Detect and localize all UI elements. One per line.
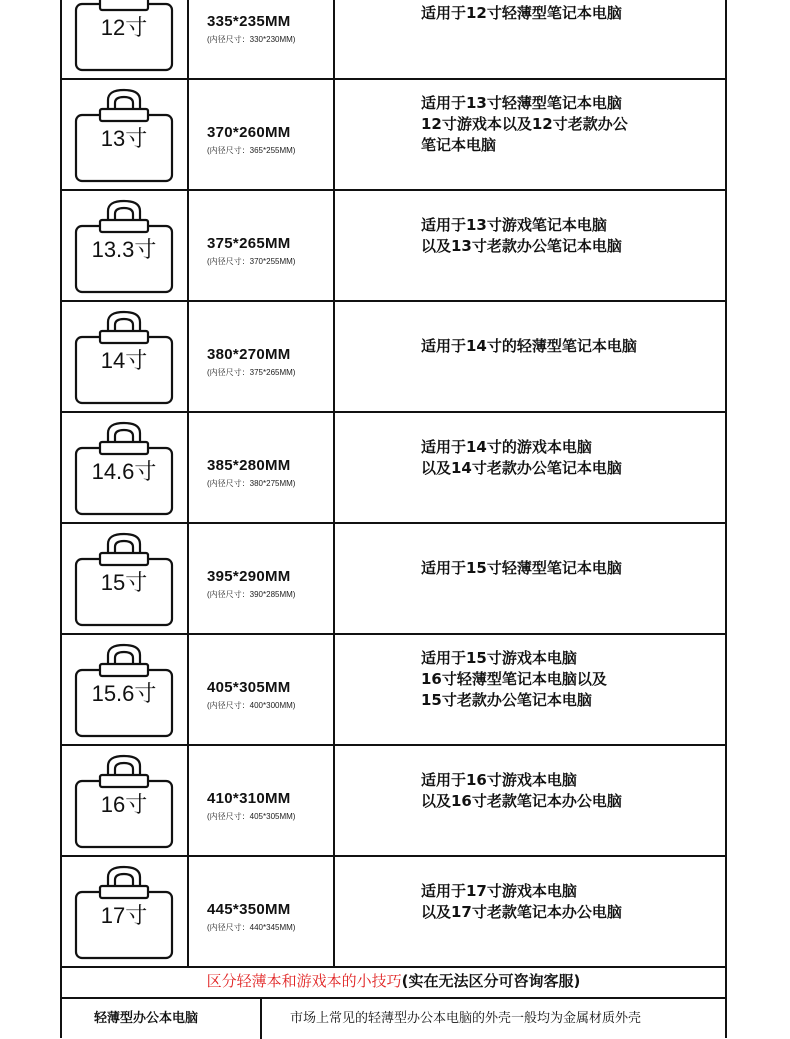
inner-dimension: (内径尺寸：405*305MM) xyxy=(207,812,296,821)
compatibility-cell xyxy=(335,413,725,522)
outer-dimension: 405*305MM xyxy=(207,679,291,696)
dimension-cell xyxy=(189,191,335,300)
inner-dimension: (内径尺寸：390*285MM) xyxy=(207,590,296,599)
table-row xyxy=(62,746,725,857)
bag-size-label: 17寸 xyxy=(100,903,148,928)
outer-dimension: 395*290MM xyxy=(207,568,291,585)
bottom-description: 市场上常见的轻薄型办公本电脑的外壳一般均为金属材质外壳 xyxy=(290,1011,642,1026)
outer-dimension: 385*280MM xyxy=(207,457,291,474)
dimension-cell xyxy=(189,524,335,633)
bag-size-cell xyxy=(62,302,189,411)
bag-size-cell xyxy=(62,857,189,966)
bag-illustration xyxy=(74,532,174,628)
bag-size-cell xyxy=(62,80,189,189)
outer-dimension: 335*235MM xyxy=(207,13,291,30)
inner-dimension: (内径尺寸：380*275MM) xyxy=(207,479,296,488)
bag-size-label: 16寸 xyxy=(100,792,148,817)
compatibility-line: 以及16寸老款笔记本办公电脑 xyxy=(421,792,622,810)
compatibility-line: 适用于14寸的游戏本电脑 xyxy=(421,438,592,456)
compatibility-line: 12寸游戏本以及12寸老款办公 xyxy=(421,115,628,133)
bag-size-cell xyxy=(62,524,189,633)
compatibility-line: 以及14寸老款办公笔记本电脑 xyxy=(421,459,622,477)
dimension-cell xyxy=(189,746,335,855)
bag-illustration xyxy=(74,310,174,406)
dimension-cell xyxy=(189,857,335,966)
dimension-cell xyxy=(189,0,335,78)
compatibility-line: 适用于15寸游戏本电脑 xyxy=(421,649,577,667)
tip-note: (实在无法区分可咨询客服) xyxy=(401,972,581,990)
compatibility-cell xyxy=(335,635,725,744)
bag-illustration xyxy=(74,865,174,961)
dimension-cell xyxy=(189,80,335,189)
compatibility-line: 适用于12寸轻薄型笔记本电脑 xyxy=(421,4,622,22)
compatibility-line: 以及17寸老款笔记本办公电脑 xyxy=(421,903,622,921)
compatibility-line: 以及13寸老款办公笔记本电脑 xyxy=(421,237,622,255)
bag-size-cell xyxy=(62,413,189,522)
compatibility-cell xyxy=(335,191,725,300)
table-row xyxy=(62,413,725,524)
bag-size-label: 15.6寸 xyxy=(91,681,157,706)
compatibility-line: 适用于14寸的轻薄型笔记本电脑 xyxy=(421,337,637,355)
bag-size-label: 13寸 xyxy=(100,126,148,151)
compatibility-line: 笔记本电脑 xyxy=(421,136,497,154)
compatibility-line: 适用于13寸游戏笔记本电脑 xyxy=(421,216,607,234)
compatibility-line: 15寸老款办公笔记本电脑 xyxy=(421,691,592,709)
bag-size-label: 14寸 xyxy=(100,348,148,373)
table-row xyxy=(62,0,725,80)
outer-dimension: 380*270MM xyxy=(207,346,291,363)
table-row xyxy=(62,191,725,302)
bag-size-cell xyxy=(62,191,189,300)
outer-dimension: 375*265MM xyxy=(207,235,291,252)
bag-size-label: 13.3寸 xyxy=(91,237,157,262)
bag-size-label: 15寸 xyxy=(100,570,148,595)
bag-size-label: 12寸 xyxy=(100,15,148,40)
inner-dimension: (内径尺寸：400*300MM) xyxy=(207,701,296,710)
outer-dimension: 370*260MM xyxy=(207,124,291,141)
outer-dimension: 445*350MM xyxy=(207,901,291,918)
table-row xyxy=(62,80,725,191)
inner-dimension: (内径尺寸：440*345MM) xyxy=(207,923,296,932)
compatibility-line: 适用于16寸游戏本电脑 xyxy=(421,771,577,789)
inner-dimension: (内径尺寸：365*255MM) xyxy=(207,146,296,155)
bag-illustration xyxy=(74,643,174,739)
dimension-cell xyxy=(189,302,335,411)
table-row xyxy=(62,524,725,635)
compatibility-line: 适用于17寸游戏本电脑 xyxy=(421,882,577,900)
size-table xyxy=(60,0,727,1038)
bag-size-cell xyxy=(62,746,189,855)
dimension-cell xyxy=(189,413,335,522)
bag-illustration xyxy=(74,0,174,73)
compatibility-cell xyxy=(335,857,725,966)
bag-illustration xyxy=(74,88,174,184)
bag-illustration xyxy=(74,421,174,517)
inner-dimension: (内径尺寸：370*255MM) xyxy=(207,257,296,266)
compatibility-cell xyxy=(335,0,725,78)
bag-illustration xyxy=(74,754,174,850)
table-row xyxy=(62,857,725,968)
compatibility-cell xyxy=(335,302,725,411)
bag-illustration xyxy=(74,199,174,295)
compatibility-line: 适用于13寸轻薄型笔记本电脑 xyxy=(421,94,622,112)
table-row xyxy=(62,302,725,413)
inner-dimension: (内径尺寸：330*230MM) xyxy=(207,35,296,44)
bag-size-label: 14.6寸 xyxy=(91,459,157,484)
compatibility-line: 16寸轻薄型笔记本电脑以及 xyxy=(421,670,607,688)
inner-dimension: (内径尺寸：375*265MM) xyxy=(207,368,296,377)
compatibility-cell xyxy=(335,80,725,189)
compatibility-cell xyxy=(335,524,725,633)
tip-banner xyxy=(62,965,725,999)
bottom-row xyxy=(62,999,725,1039)
table-row xyxy=(62,635,725,746)
bag-size-cell xyxy=(62,635,189,744)
tip-highlight: 区分轻薄本和游戏本的小技巧 xyxy=(206,972,402,990)
bottom-category: 轻薄型办公本电脑 xyxy=(62,999,262,1039)
bag-size-cell xyxy=(62,0,189,78)
outer-dimension: 410*310MM xyxy=(207,790,291,807)
compatibility-line: 适用于15寸轻薄型笔记本电脑 xyxy=(421,559,622,577)
compatibility-cell xyxy=(335,746,725,855)
dimension-cell xyxy=(189,635,335,744)
